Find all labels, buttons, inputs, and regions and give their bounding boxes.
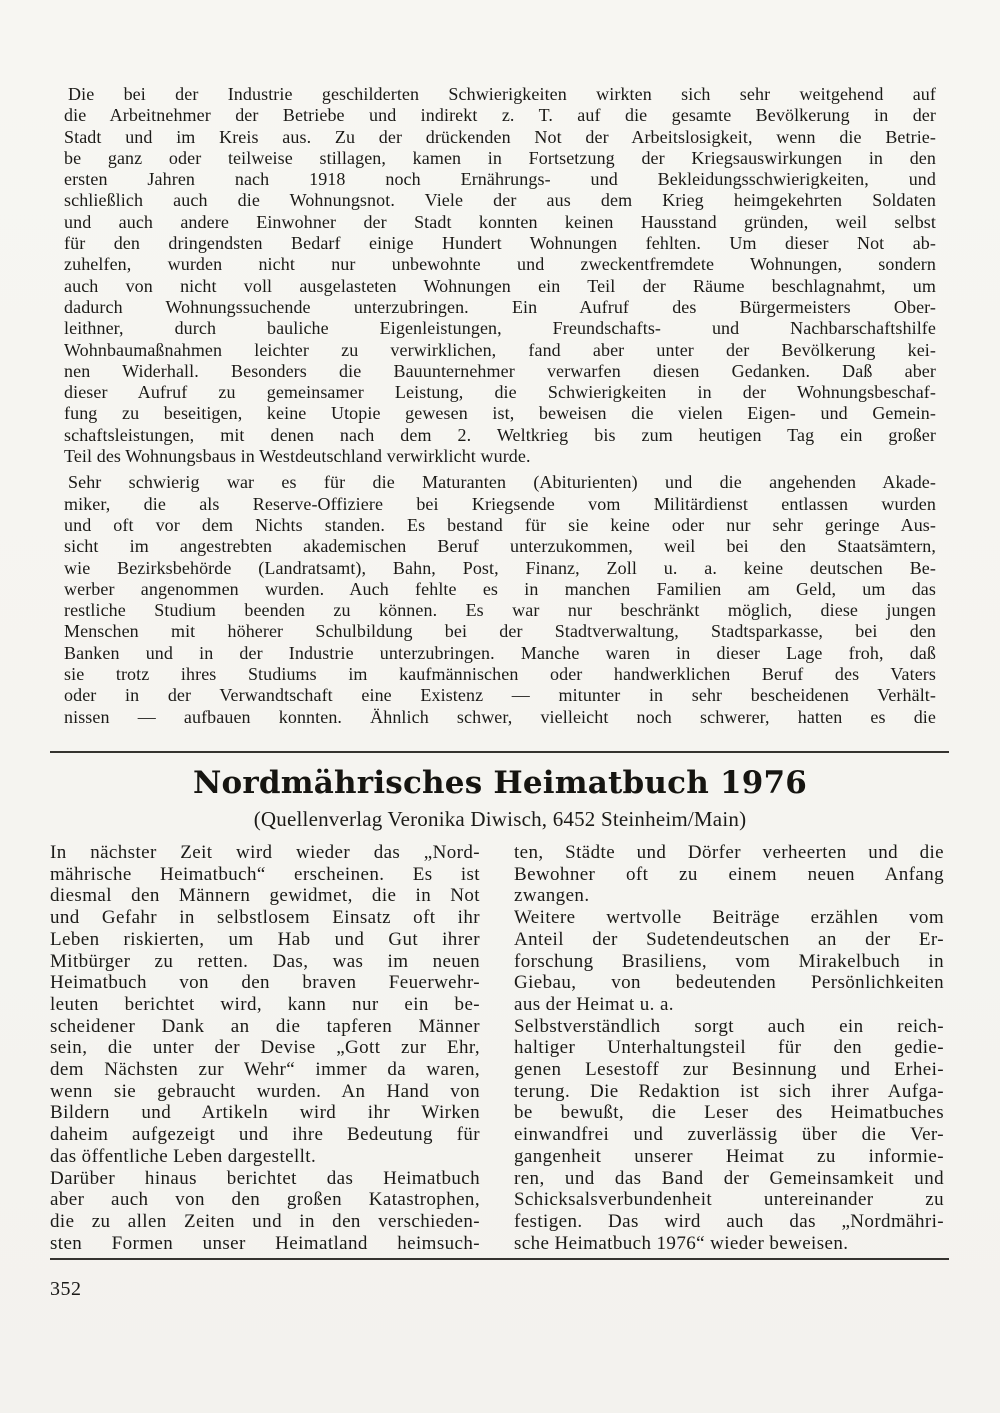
- article-subtitle: (Quellenverlag Veronika Diwisch, 6452 Steinheim/Main): [253, 807, 747, 831]
- section-divider-top: [50, 751, 949, 753]
- article-column-left: [50, 842, 480, 1254]
- article-title: Nordmährisches Heimatbuch 1976: [192, 765, 808, 801]
- article-column-right: [514, 842, 944, 1254]
- intro-paragraph-maturanten: Sehr schwierig war es für die Maturanten (Abiturienten) und die angehenden Akade- miker, die als Reserve-Offiziere bei Kriegsende vom Militärdienst entlassen wurden und oft vor dem Nichts standen. Es bestand für sie keine oder nur sehr geringe Aus- sicht im angestrebten akademischen Beruf unterzukommen, weil bei den Staatsämtern, wie Bezirksbehörde (Landratsamt), Bahn, Post, Finanz, Zoll u. a. keine deutschen Be- werber angenommen wurden. Auch fehlte es in manchen Familien am Geld, um das restliche Studium beenden zu können. Es war nur beschränkt möglich, diese jungen Menschen mit höherer Schulbildung bei der Stadtverwaltung, Stadtsparkasse, bei den Banken und in der Industrie unterzubringen. Manche waren in dieser Lage froh, daß sie trotz ihres Studiums im kaufmännischen oder handwerklichen Beruf des Vaters oder in der Verwandtschaft eine Existenz — mitunter in sehr bescheidenen Verhält- nissen — aufbauen konnten. Ähnlich schwer, vielleicht noch schwerer, hatten es die: [64, 472, 936, 727]
- left-column-paragraph-catastrophes: Darüber hinaus berichtet das Heimatbuch aber auch von den großen Katastrophen, die zu allen Zeiten und in den verschieden- sten Formen unser Heimatland heimsuch-: [50, 1167, 480, 1254]
- intro-paragraph-industry-hardships: Die bei der Industrie geschilderten Schwierigkeiten wirkten sich sehr weitgehend auf die Arbeitnehmer der Betriebe und indirekt z. T. auf die gesamte Bevölkerung in der Stadt und im Kreis aus. Zu der drückenden Not der Arbeitslosigkeit, wenn die Betrie- be ganz oder teilweise stillagen, kamen in Fortsetzung der Kriegsauswirkungen in den ersten Jahren nach 1918 noch Ernährungs- und Bekleidungsschwierigkeiten, und schließlich auch die Wohnungsnot. Viele der aus dem Krieg heimgekehrten Soldaten und auch andere Einwohner der Stadt konnten keinen Hausstand gründen, weil selbst für den dringendsten Bedarf einige Hundert Wohnungen fehlten. Um dieser Not ab- zuhelfen, wurden nicht nur unbewohnte und zweckentfremdete Wohnungen, sondern auch von nicht voll ausgelasteten Wohnungen ein Teil der Räume beschlagnahmt, um dadurch Wohnungssuchende unterzubringen. Ein Aufruf des Bürgermeisters Ober- leithner, durch bauliche Eigenleistungen, Freundschafts- und Nachbarschaftshilfe Wohnbaumaßnahmen leichter zu verwirklichen, fand aber unter der Bevölkerung kei- nen Widerhall. Besonders die Bauunternehmer verwarfen diesen Gedanken. Daß aber dieser Aufruf zu gemeinsamer Leistung, die Schwierigkeiten in der Wohnungsbeschaf- fung zu beseitigen, keine Utopie gewesen ist, beweisen die vielen Eigen- und Gemein- schaftsleistungen, mit denen nach dem 2. Weltkrieg bis zum heutigen Tag ein großer Teil des Wohnungsbaus in Westdeutschland verwirklicht wurde.: [64, 84, 936, 467]
- right-column-paragraph-contributions: Weitere wertvolle Beiträge erzählen vom Anteil der Sudetendeutschen an der Er- forschung Brasiliens, vom Mirakelbuch in Giebau, von bedeutenden Persönlichkeiten aus der Heimat u. a.: [514, 907, 944, 1015]
- right-column-paragraph-editorial: Selbstverständlich sorgt auch ein reich- haltiger Unterhaltungsteil für den gedie- genen Lesestoff zur Besinnung und Erhei- terung. Die Redaktion ist sich ihrer Aufga- be bewußt, die Leser des Heimatbuches einwandfrei und zuverlässig über die Ver- gangenheit unserer Heimat zu informie- ren, und das Band der Gemeinsamkeit und Schicksalsverbundenheit untereinander zu festigen. Das wird auch das „Nordmähri- sche Heimatbuch 1976“ wieder beweisen.: [514, 1015, 944, 1254]
- article-columns: [50, 842, 945, 1254]
- right-column-paragraph-continuation: ten, Städte und Dörfer verheerten und die Bewohner oft zu einem neuen Anfang zwangen.: [514, 842, 944, 907]
- footer-divider: [50, 1258, 949, 1260]
- page-number: 352: [50, 1278, 82, 1300]
- intro-section: [64, 84, 936, 728]
- left-column-paragraph-announcement: In nächster Zeit wird wieder das „Nord- mährische Heimatbuch“ erscheinen. Es ist diesmal den Männern gewidmet, die in Not und Gefahr in selbstlosem Einsatz oft ihr Leben riskierten, um Hab und Gut ihrer Mitbürger zu retten. Das, was im neuen Heimatbuch von den braven Feuerwehr- leuten berichtet wird, kann nur ein be- scheidener Dank an die tapferen Männer sein, die unter der Devise „Gott zur Ehr, dem Nächsten zur Wehr“ immer da waren, wenn sie gebraucht wurden. An Hand von Bildern und Artikeln wird ihr Wirken daheim aufgezeigt und ihre Bedeutung für das öffentliche Leben dargestellt.: [50, 842, 480, 1167]
